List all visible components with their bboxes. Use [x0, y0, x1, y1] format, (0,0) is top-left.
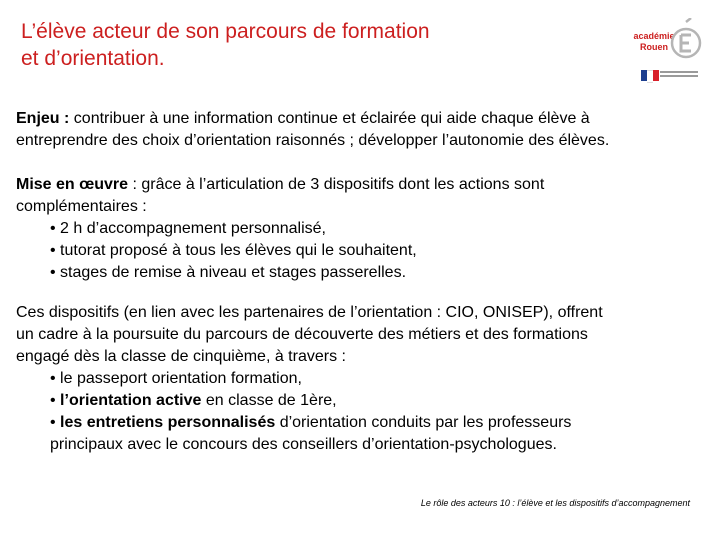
enjeu-line-1 — [16, 108, 706, 130]
item-2-bullet: • — [50, 392, 61, 409]
academie-e-icon — [670, 18, 702, 60]
slide-title — [21, 18, 541, 72]
dispositifs-paragraph — [16, 302, 706, 456]
item-2-rest: en classe de 1ère, — [201, 392, 337, 409]
logo-word-academie: académie — [633, 31, 675, 41]
ministry-caption-lines — [660, 71, 698, 79]
item-3-bullet: • — [50, 414, 61, 431]
logo-word-rouen: Rouen — [640, 42, 668, 52]
item-3-rest: d’orientation conduits par les professeurs — [275, 414, 572, 431]
republique-flag-icon — [641, 70, 659, 83]
dispositifs-line-3: engagé dès la classe de cinquième, à travers : — [16, 348, 346, 365]
enjeu-text-1: contribuer à une information continue et éclairée qui aide chaque élève à — [69, 110, 590, 127]
mise-item-1: • 2 h d’accompagnement personnalisé, — [50, 220, 326, 237]
title-line-2: et d’orientation. — [21, 47, 165, 70]
dispositifs-item-2 — [16, 390, 706, 412]
enjeu-paragraph — [16, 108, 706, 152]
mise-line-1 — [16, 174, 706, 196]
footer-caption: Le rôle des acteurs 10 : l’élève et les dispositifs d’accompagnement — [420, 498, 690, 508]
enjeu-line-2: entreprendre des choix d’orientation raisonnés ; développer l’autonomie des élèves. — [16, 132, 610, 149]
mise-en-oeuvre-paragraph — [16, 174, 706, 284]
dispositifs-item-3-line-2: principaux avec le concours des conseillers d’orientation-psychologues. — [50, 436, 557, 453]
dispositifs-item-3 — [16, 412, 706, 434]
academie-rouen-logo — [632, 14, 704, 88]
dispositifs-item-1: • le passeport orientation formation, — [50, 370, 302, 387]
mise-line-2: complémentaires : — [16, 198, 147, 215]
mise-item-3: • stages de remise à niveau et stages passerelles. — [50, 264, 407, 281]
enjeu-label: Enjeu : — [16, 110, 70, 127]
item-2-bold: l’orientation active — [60, 392, 202, 409]
dispositifs-line-2: un cadre à la poursuite du parcours de découverte des métiers et des formations — [16, 326, 588, 343]
item-3-bold: les entretiens personnalisés — [60, 414, 276, 431]
title-line-1: L’élève acteur de son parcours de formation — [21, 20, 430, 43]
mise-text-1: : grâce à l’articulation de 3 dispositifs dont les actions sont — [128, 176, 545, 193]
dispositifs-line-1: Ces dispositifs (en lien avec les partenaires de l’orientation : CIO, ONISEP), offrent — [16, 304, 603, 321]
mise-label: Mise en œuvre — [16, 176, 129, 193]
mise-item-2: • tutorat proposé à tous les élèves qui le souhaitent, — [50, 242, 417, 259]
